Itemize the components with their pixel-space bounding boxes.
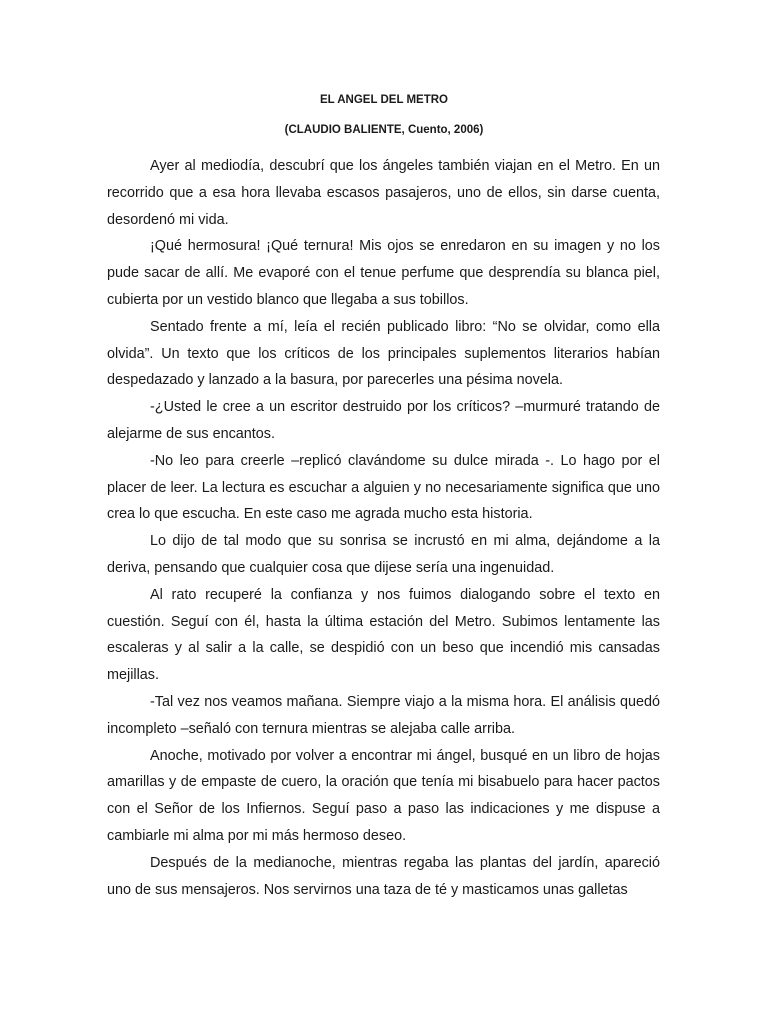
paragraph: Lo dijo de tal modo que su sonrisa se incrustó en mi alma, dejándome a la deriva, pensando que cualquier cosa que dijese sería una ingenuidad. (107, 533, 660, 576)
paragraph: Sentado frente a mí, leía el recién publicado libro: “No se olvidar, como ella olvida”. Un texto que los críticos de los principales suplementos literarios habían despedazado y lanzado a la basura, por parecerles una pésima novela. (107, 318, 660, 389)
paragraph: Anoche, motivado por volver a encontrar mi ángel, busqué en un libro de hojas amarillas y de empaste de cuero, la oración que tenía mi bisabuelo para hacer pactos con el Señor de los Infiernos. Seguí paso a paso las indicaciones y me dispuse a cambiarle mi alma por mi más hermoso deseo. (107, 747, 660, 844)
document-title: EL ANGEL DEL METRO (319, 94, 448, 106)
paragraph: Al rato recuperé la confianza y nos fuimos dialogando sobre el texto en cuestión. Seguí con él, hasta la última estación del Metro. Subimos lentamente las escaleras y al salir a la calle, se despidió con un beso que incendió mis cansadas mejillas. (107, 586, 660, 684)
paragraph: -Tal vez nos veamos mañana. Siempre viajo a la misma hora. El análisis quedó incompleto –señaló con ternura mientras se alejaba calle arriba. (107, 693, 660, 737)
paragraph: Ayer al mediodía, descubrí que los ángeles también viajan en el Metro. En un recorrido que a esa hora llevaba escasos pasajeros, uno de ellos, sin darse cuenta, desordenó mi vida. (107, 158, 660, 228)
document-subtitle: (CLAUDIO BALIENTE, Cuento, 2006) (284, 124, 484, 136)
paragraph: Después de la medianoche, mientras regaba las plantas del jardín, apareció uno de sus mensajeros. Nos servirnos una taza de té y masticamos unas galletas (107, 854, 660, 898)
document-body (107, 153, 660, 903)
paragraph: ¡Qué hermosura! ¡Qué ternura! Mis ojos se enredaron en su imagen y no los pude sacar de allí. Me evaporé con el tenue perfume que desprendía su blanca piel, cubierta por un vestido blanco que llegaba a sus tobillos. (107, 238, 660, 308)
paragraph: -No leo para creerle –replicó clavándome su dulce mirada -. Lo hago por el placer de leer. La lectura es escuchar a alguien y no necesariamente significa que uno crea lo que escucha. En este caso me agrada mucho esta historia. (107, 452, 660, 523)
paragraph: -¿Usted le cree a un escritor destruido por los críticos? –murmuré tratando de alejarme de sus encantos. (107, 399, 660, 442)
